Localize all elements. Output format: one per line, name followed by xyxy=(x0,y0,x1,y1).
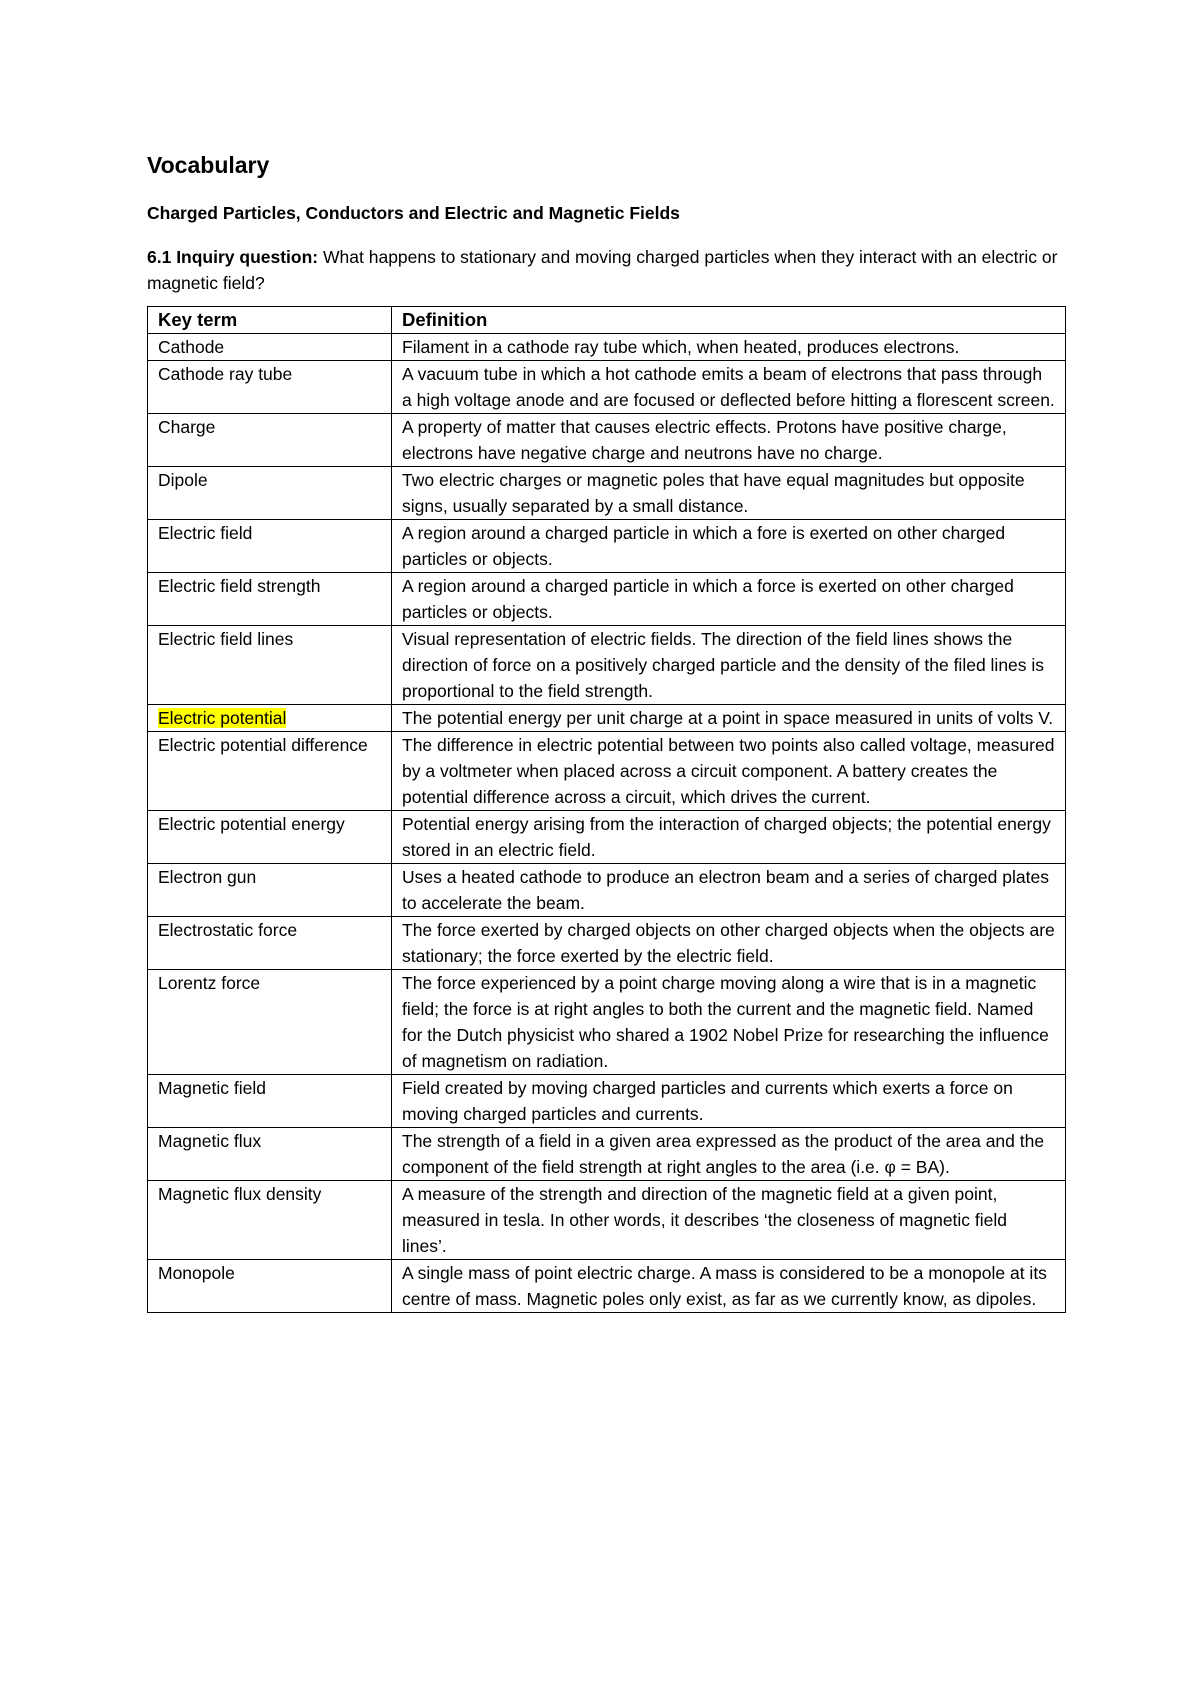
vocabulary-table xyxy=(147,306,1066,1313)
table-row xyxy=(148,1181,1066,1260)
table-row xyxy=(148,917,1066,970)
definition-cell: A region around a charged particle in which a force is exerted on other charged particles or objects. xyxy=(392,573,1066,626)
key-term: Dipole xyxy=(158,470,208,490)
key-term-cell xyxy=(148,414,392,467)
key-term: Monopole xyxy=(158,1263,235,1283)
key-term: Cathode ray tube xyxy=(158,364,293,384)
key-term-cell xyxy=(148,917,392,970)
table-body xyxy=(148,334,1066,1313)
inquiry-question xyxy=(147,244,1065,296)
key-term: Electric potential energy xyxy=(158,814,345,834)
key-term: Magnetic flux density xyxy=(158,1184,322,1204)
definition-cell: Visual representation of electric fields. The direction of the field lines shows the direction of force on a positively charged particle and the density of the filed lines is proportional to the field strength. xyxy=(392,626,1066,705)
table-row xyxy=(148,520,1066,573)
header-key-term: Key term xyxy=(148,307,392,334)
key-term-cell xyxy=(148,1181,392,1260)
definition-cell: Two electric charges or magnetic poles that have equal magnitudes but opposite signs, usually separated by a small distance. xyxy=(392,467,1066,520)
key-term-cell xyxy=(148,467,392,520)
key-term: Electric potential xyxy=(158,708,287,728)
table-row xyxy=(148,361,1066,414)
table-row xyxy=(148,732,1066,811)
key-term-cell xyxy=(148,626,392,705)
definition-cell: Uses a heated cathode to produce an electron beam and a series of charged plates to accelerate the beam. xyxy=(392,864,1066,917)
definition-cell: The force experienced by a point charge moving along a wire that is in a magnetic field; the force is at right angles to both the current and the magnetic field. Named for the Dutch physicist who shared a 1902 Nobel Prize for researching the influence of magnetism on radiation. xyxy=(392,970,1066,1075)
table-header-row xyxy=(148,307,1066,334)
definition-cell: Filament in a cathode ray tube which, when heated, produces electrons. xyxy=(392,334,1066,361)
inquiry-text: What happens to stationary and moving charged particles when they interact with an electric or magnetic field? xyxy=(147,247,1058,293)
definition-cell: A region around a charged particle in which a fore is exerted on other charged particles or objects. xyxy=(392,520,1066,573)
key-term-cell xyxy=(148,334,392,361)
key-term-cell xyxy=(148,1260,392,1313)
page-title: Vocabulary xyxy=(147,152,270,178)
key-term-cell xyxy=(148,361,392,414)
key-term-cell xyxy=(148,864,392,917)
table-row xyxy=(148,334,1066,361)
table-row xyxy=(148,1075,1066,1128)
definition-cell: The strength of a field in a given area expressed as the product of the area and the component of the field strength at right angles to the area (i.e. φ = BA). xyxy=(392,1128,1066,1181)
definition-cell: Field created by moving charged particles and currents which exerts a force on moving charged particles and currents. xyxy=(392,1075,1066,1128)
definition-cell: A vacuum tube in which a hot cathode emits a beam of electrons that pass through a high voltage anode and are focused or deflected before hitting a florescent screen. xyxy=(392,361,1066,414)
key-term: Cathode xyxy=(158,337,225,357)
key-term-cell xyxy=(148,811,392,864)
table-row xyxy=(148,1128,1066,1181)
table-row xyxy=(148,467,1066,520)
key-term: Electron gun xyxy=(158,867,257,887)
table-row xyxy=(148,626,1066,705)
table-row xyxy=(148,1260,1066,1313)
header-definition: Definition xyxy=(392,307,1066,334)
key-term: Electric potential difference xyxy=(158,735,368,755)
key-term: Magnetic field xyxy=(158,1078,266,1098)
definition-cell: Potential energy arising from the interaction of charged objects; the potential energy stored in an electric field. xyxy=(392,811,1066,864)
table-row xyxy=(148,864,1066,917)
key-term-cell xyxy=(148,970,392,1075)
key-term: Magnetic flux xyxy=(158,1131,262,1151)
key-term: Charge xyxy=(158,417,216,437)
key-term-cell xyxy=(148,732,392,811)
definition-cell: The force exerted by charged objects on other charged objects when the objects are stationary; the force exerted by the electric field. xyxy=(392,917,1066,970)
key-term-cell xyxy=(148,1128,392,1181)
key-term: Electrostatic force xyxy=(158,920,298,940)
key-term: Electric field strength xyxy=(158,576,321,596)
key-term: Electric field lines xyxy=(158,629,294,649)
table-row xyxy=(148,705,1066,732)
definition-cell: The potential energy per unit charge at a point in space measured in units of volts V. xyxy=(392,705,1066,732)
table-row xyxy=(148,414,1066,467)
table-row xyxy=(148,811,1066,864)
definition-cell: A property of matter that causes electric effects. Protons have positive charge, electrons have negative charge and neutrons have no charge. xyxy=(392,414,1066,467)
key-term-cell xyxy=(148,705,392,732)
key-term-cell xyxy=(148,520,392,573)
document-page xyxy=(147,150,1065,1313)
key-term-cell xyxy=(148,1075,392,1128)
table-row xyxy=(148,573,1066,626)
inquiry-label: 6.1 Inquiry question: xyxy=(147,247,319,267)
section-heading: Charged Particles, Conductors and Electric and Magnetic Fields xyxy=(147,203,680,223)
key-term: Lorentz force xyxy=(158,973,261,993)
table-row xyxy=(148,970,1066,1075)
definition-cell: The difference in electric potential between two points also called voltage, measured by a voltmeter when placed across a circuit component. A battery creates the potential difference across a circuit, which drives the current. xyxy=(392,732,1066,811)
definition-cell: A single mass of point electric charge. A mass is considered to be a monopole at its centre of mass. Magnetic poles only exist, as far as we currently know, as dipoles. xyxy=(392,1260,1066,1313)
definition-cell: A measure of the strength and direction of the magnetic field at a given point, measured in tesla. In other words, it describes ‘the closeness of magnetic field lines’. xyxy=(392,1181,1066,1260)
key-term: Electric field xyxy=(158,523,253,543)
key-term-cell xyxy=(148,573,392,626)
